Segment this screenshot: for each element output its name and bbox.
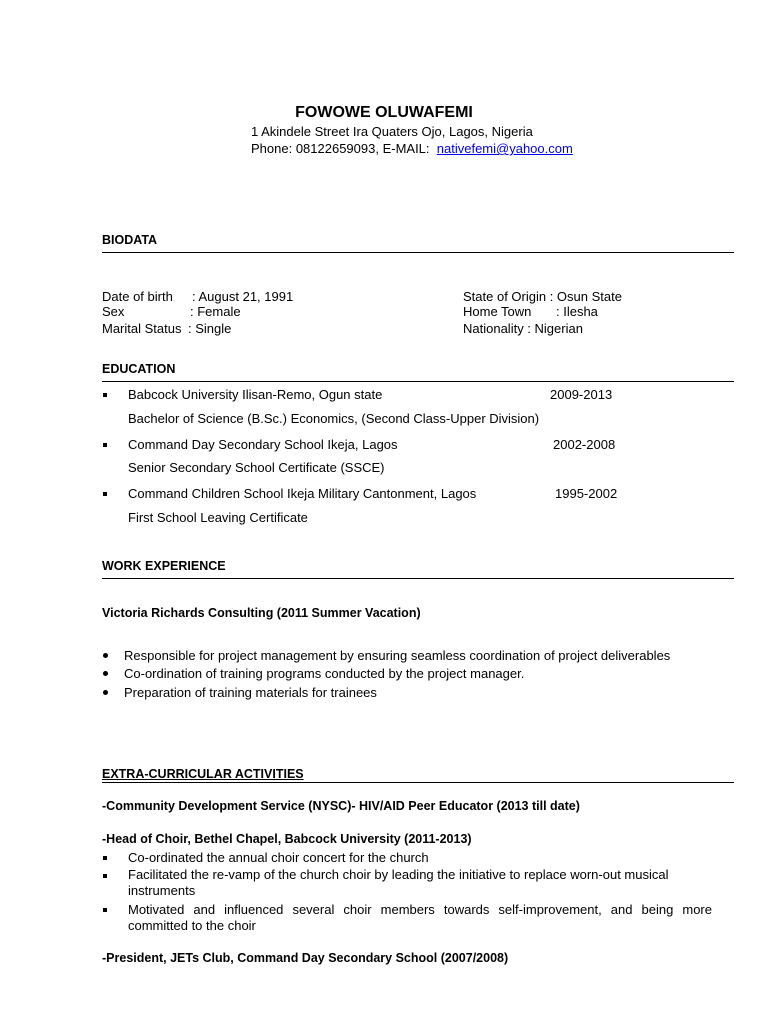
round-bullet-icon [103, 653, 108, 658]
extra-rule [102, 782, 734, 783]
contact-line [251, 141, 573, 156]
choir-title: -Head of Choir, Bethel Chapel, Babcock University (2011-2013) [102, 832, 472, 846]
education-heading: EDUCATION [102, 362, 176, 376]
work-duty: Co-ordination of training programs conducted by the project manager. [124, 666, 525, 681]
square-bullet-icon [103, 492, 107, 496]
employer-title: Victoria Richards Consulting (2011 Summer Vacation) [102, 606, 421, 620]
marital-label: Marital Status [102, 321, 182, 336]
community-service: -Community Development Service (NYSC)- HIV/AID Peer Educator (2013 till date) [102, 799, 580, 813]
state-of-origin: State of Origin : Osun State [463, 289, 622, 304]
round-bullet-icon [103, 690, 108, 695]
education-school: Babcock University Ilisan-Remo, Ogun state [128, 387, 383, 402]
work-duty: Responsible for project management by ensuring seamless coordination of project deliverables [124, 648, 671, 663]
education-years: 2009-2013 [550, 387, 613, 402]
choir-item: Facilitated the re-vamp of the church choir by leading the initiative to replace worn-out musical instruments [128, 867, 669, 898]
education-school: Command Day Secondary School Ikeja, Lagos [128, 437, 398, 452]
square-bullet-icon [103, 908, 107, 912]
education-years: 2002-2008 [553, 437, 616, 452]
phone-text: Phone: 08122659093, E-MAIL: [251, 141, 430, 156]
president-title: -President, JETs Club, Command Day Secondary School (2007/2008) [102, 951, 509, 965]
education-rule [102, 381, 734, 382]
hometown-value: : Ilesha [556, 304, 598, 319]
square-bullet-icon [103, 856, 107, 860]
email-link[interactable]: nativefemi@yahoo.com [436, 141, 573, 156]
candidate-name: FOWOWE OLUWAFEMI [295, 104, 473, 121]
education-years: 1995-2002 [555, 486, 618, 501]
sex-label: Sex [102, 304, 125, 319]
extra-heading: EXTRA-CURRICULAR ACTIVITIES [102, 767, 304, 781]
work-heading: WORK EXPERIENCE [102, 559, 226, 573]
hometown-label: Home Town [463, 304, 532, 319]
round-bullet-icon [103, 671, 108, 676]
education-school: Command Children School Ikeja Military Cantonment, Lagos [128, 486, 477, 501]
dob-value: : August 21, 1991 [192, 289, 294, 304]
biodata-rule [102, 252, 734, 253]
education-qualification: First School Leaving Certificate [128, 510, 308, 525]
sex-value: : Female [190, 304, 241, 319]
square-bullet-icon [103, 443, 107, 447]
choir-item: Motivated and influenced several choir members towards self-improvement, and being more committed to the choir [128, 902, 712, 933]
dob-label: Date of birth [102, 289, 173, 304]
choir-item: Co-ordinated the annual choir concert for the church [128, 850, 429, 865]
biodata-heading: BIODATA [102, 233, 158, 247]
nationality: Nationality : Nigerian [463, 321, 583, 336]
work-duty: Preparation of training materials for trainees [124, 685, 377, 700]
marital-value: : Single [188, 321, 232, 336]
work-rule [102, 578, 734, 579]
education-qualification: Bachelor of Science (B.Sc.) Economics, (Second Class-Upper Division) [128, 411, 540, 426]
education-qualification: Senior Secondary School Certificate (SSCE) [128, 460, 385, 475]
square-bullet-icon [103, 874, 107, 878]
square-bullet-icon [103, 393, 107, 397]
address: 1 Akindele Street Ira Quaters Ojo, Lagos, Nigeria [251, 124, 533, 139]
